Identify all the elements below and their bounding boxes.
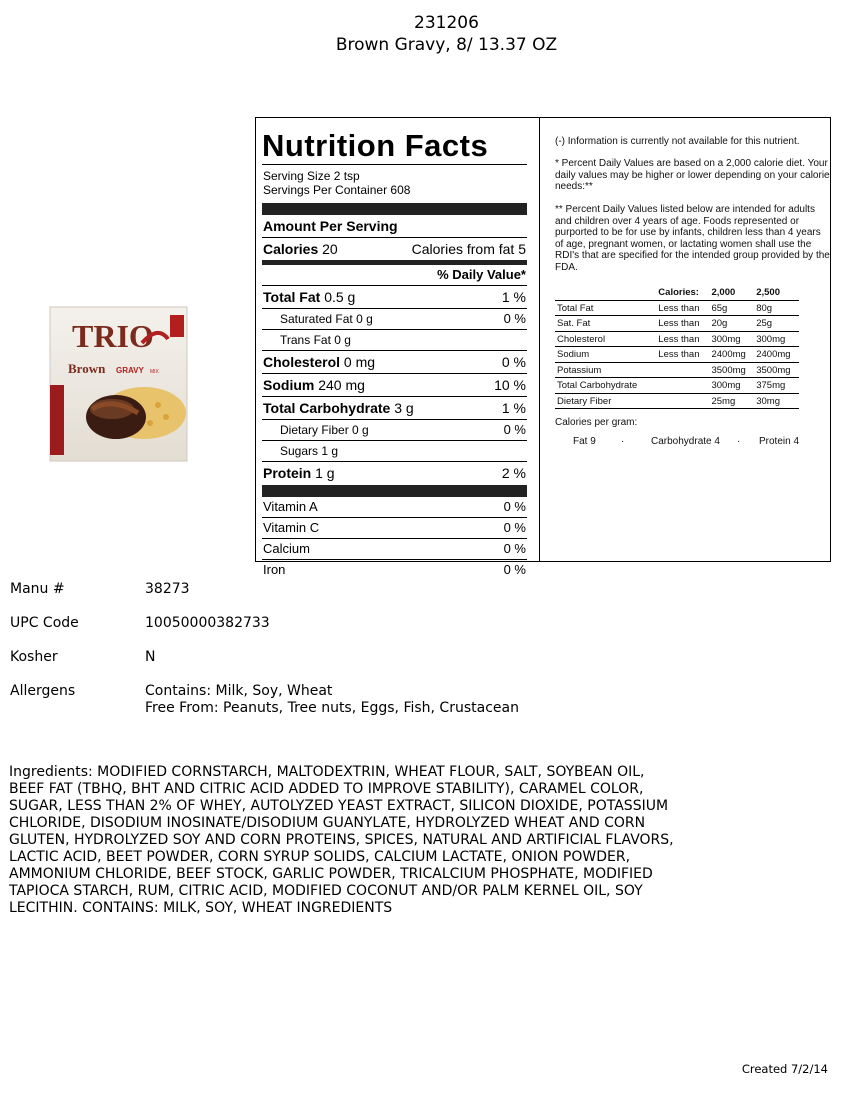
not-available-note: (-) Information is currently not available for this nutrient. xyxy=(555,136,800,147)
nutrition-facts-label xyxy=(255,117,831,577)
nutrient-row: Dietary Fiber 0 g 0 % xyxy=(262,419,527,440)
nutrient-row: Total Fat 0.5 g 1 % xyxy=(262,285,527,308)
daily-value-table-row: Potassium 3500mg 3500mg xyxy=(555,362,799,378)
calories-per-gram-label: Calories per gram: xyxy=(555,417,638,428)
daily-value-table-row: Total Carbohydrate 300mg 375mg xyxy=(555,378,799,394)
vitamin-row: Vitamin A 0 % xyxy=(263,499,526,514)
nutrient-dv: 1 % xyxy=(501,289,526,305)
nutrient-row: Total Carbohydrate 3 g 1 % xyxy=(262,396,527,419)
product-package-image xyxy=(46,305,191,463)
created-date: Created 7/2/14 xyxy=(741,1062,828,1076)
nutrient-dv: 0 % xyxy=(503,311,526,326)
vitamin-row: Calcium 0 % xyxy=(262,538,527,559)
svg-text:MIX: MIX xyxy=(150,369,159,375)
nutrient-row: Trans Fat 0 g xyxy=(262,329,527,350)
nutrition-facts-panel xyxy=(256,118,540,577)
servings-per-container: Servings Per Container 608 xyxy=(263,183,411,197)
nutrient-row: Sugars 1 g xyxy=(262,440,527,461)
percent-dv-note: * Percent Daily Values are based on a 2,000 calorie diet. Your daily values may be higher or lower depending on your calorie needs:** xyxy=(555,158,830,192)
rdi-note: ** Percent Daily Values listed below are intended for adults and children over 4 years of age. Foods represented or purported to be for use by infants, children less than 4 years of age, pregnant women, or lactating women shall use the RDI's that are specified for the intended group provided by the FDA. xyxy=(555,204,830,273)
item-number: 231206 xyxy=(414,13,479,33)
vitamin-row: Iron 0 % xyxy=(262,559,527,580)
page-header xyxy=(0,12,850,56)
daily-value-table-row: Cholesterol Less than 300mg 300mg xyxy=(555,331,799,347)
svg-text:Brown: Brown xyxy=(68,361,106,376)
nutrient-row: Cholesterol 0 mg 0 % xyxy=(262,350,527,373)
nutrition-facts-title: Nutrition Facts xyxy=(262,128,489,163)
nutrient-dv: 2 % xyxy=(501,465,526,481)
amount-per-serving: Amount Per Serving xyxy=(263,218,398,234)
svg-text:GRAVY: GRAVY xyxy=(116,366,144,375)
nutrient-row: Saturated Fat 0 g 0 % xyxy=(262,308,527,329)
nutrient-row: Sodium 240 mg 10 % xyxy=(262,373,527,396)
calories-row: Calories 20 Calories from fat 5 xyxy=(262,237,527,260)
daily-value-table-row: Dietary Fiber 25mg 30mg xyxy=(555,393,799,409)
nutrient-dv: 0 % xyxy=(503,422,526,437)
ingredients-text: Ingredients: MODIFIED CORNSTARCH, MALTODEXTRIN, WHEAT FLOUR, SALT, SOYBEAN OIL, BEEF FAT (TBHQ, BHT AND CITRIC ACID ADDED TO IMPROVE STABILITY), CARAMEL COLOR, SUGAR, LESS THAN 2% OF WHEY, AUTOLYZED YEAST EXTRACT, SILICON DIOXIDE, POTASSIUM CHLORIDE, DISODIUM INOSINATE/DISODIUM GUANYLATE, HYDROLYZED WHEAT AND CORN GLUTEN, HYDROLYZED SOY AND CORN PROTEINS, SPICES, NATURAL AND ARTIFICIAL FLAVORS, LACTIC ACID, BEET POWDER, CORN SYRUP SOLIDS, CALCIUM LACTATE, ONION POWDER, AMMONIUM CHLORIDE, BEEF STOCK, GARLIC POWDER, TRICALCIUM PHOSPHATE, MODIFIED TAPIOCA STARCH, RUM, CITRIC ACID, MODIFIED COCONUT AND/OR PALM KERNEL OIL, SOY LECITHIN. CONTAINS: MILK, SOY, WHEAT INGREDIENTS xyxy=(9,764,674,916)
daily-value-table-row: Sat. Fat Less than 20g 25g xyxy=(555,316,799,332)
serving-info xyxy=(262,165,527,203)
vitamin-row: Vitamin C 0 % xyxy=(262,517,527,538)
product-name: Brown Gravy, 8/ 13.37 OZ xyxy=(335,35,558,55)
daily-value-table-row: Total Fat Less than 65g 80g xyxy=(555,300,799,316)
daily-value-heading: % Daily Value* xyxy=(437,267,526,282)
calories-per-gram-values: Fat 9 · Carbohydrate 4 · Protein 4 xyxy=(573,436,800,447)
nutrient-dv: 1 % xyxy=(501,400,526,416)
nutrient-row: Protein 1 g 2 % xyxy=(262,461,527,484)
nutrition-notes-panel xyxy=(540,118,830,561)
nutrient-dv: 0 % xyxy=(501,354,526,370)
brand-logo: TRIO xyxy=(72,318,154,354)
daily-value-table: Calories: 2,000 2,500 Total Fat Less than 65g 80g Sat. Fat Less than 20g 25g Cholesterol Less than 300mg 300mg Sodium Less than 2400mg 2400mg Potassium 3500mg 3500mg Total Carbohydrate 300mg 375mg Dietary Fiber 25mg 30mg xyxy=(555,285,799,409)
daily-value-table-row: Sodium Less than 2400mg 2400mg xyxy=(555,347,799,363)
serving-size: Serving Size 2 tsp xyxy=(263,169,360,183)
nutrient-dv: 10 % xyxy=(494,377,526,393)
calories-from-fat: Calories from fat 5 xyxy=(411,241,526,257)
